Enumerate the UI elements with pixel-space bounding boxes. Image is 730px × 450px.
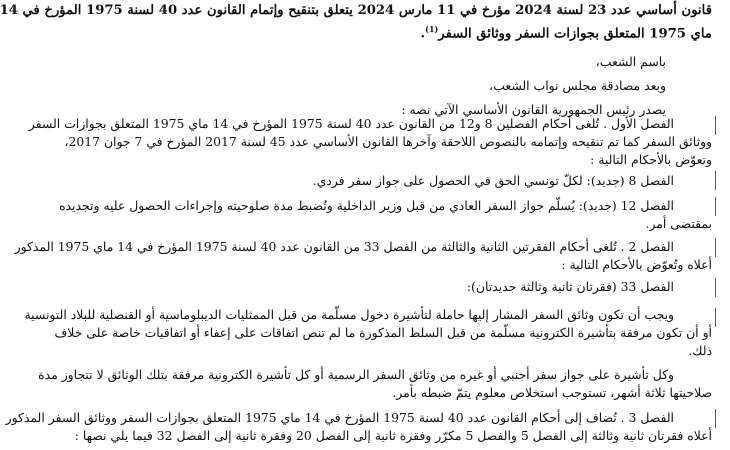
intro-line-2: وبعد مصادقة مجلس نواب الشعب، <box>489 78 666 93</box>
article-8-new: الفصل 8 (جديد): لكلّ تونسي الحق في الحصول على جواز سفر فردي. <box>312 173 674 188</box>
article-2-line-1: الفصل 2 . تُلغى أحكام الفقرتين الثانية والثالثة من الفصل 33 من القانون عدد 40 لسنة 1975 المؤرخ في 14 ماي 1975 المذكور <box>14 239 674 254</box>
article-1-line-1: الفصل الأول . تُلغى أحكام الفصلين 8 و12 من القانون عدد 40 لسنة 1975 المؤرخ في 14 ماي 1975 المتعلق بجوازات السفر <box>28 116 674 131</box>
paragraph-2-line-1: وكل تأشيرة على جواز سفر أجنبي أو غيره من وثائق السفر الرسمية أو كل تأشيرة الكترونية مرفقة بتلك الوثائق لا تتجاوز مدة <box>38 367 674 382</box>
paragraph-marker <box>711 171 716 190</box>
paragraph-marker <box>711 409 716 428</box>
paragraph-1-line-1: ويجب أن تكون وثائق السفر المشار إليها حاملة لتأشيرة دخول مسلّمة من قبل الممثليات الديبلوماسية أو القنصلية للبلاد التونسية <box>24 307 674 322</box>
article-2-line-2: أعلاه وتُعوّض بالأحكام التالية : <box>561 257 712 272</box>
article-1-line-2: ووثائق السفر كما تم تنقيحه وإتمامه بالنصوص اللاحقة وآخرها القانون الأساسي عدد 45 لسنة 2017 المؤرخ في 7 جوان 2017، <box>64 134 712 149</box>
footnote-marker: (1) <box>425 24 439 34</box>
law-title-line-1: قانون أساسي عدد 23 لسنة 2024 مؤرخ في 11 مارس 2024 يتعلق بتنقيح وإتمام القانون عدد 40 لسنة 1975 المؤرخ في 14 <box>0 3 712 18</box>
paragraph-2-line-2: صلاحيتها ثلاثة أشهر، تستوجب استخلاص معلوم يتمّ ضبطه بأمر. <box>392 385 712 400</box>
paragraph-1-line-3: ذلك. <box>688 343 712 358</box>
article-33-heading: الفصل 33 (فقرتان ثانية وثالثة جديدتان): <box>466 279 674 294</box>
paragraph-marker <box>711 278 716 297</box>
paragraph-1-line-2: أو أن تكون مرفقة بتأشيرة الكترونية مسلّمة من قبل السلط المذكورة ما لم تنص اتفاقات على إعفاء أو اتفاقيات خاصة على خلاف <box>54 325 712 340</box>
article-12-line-1: الفصل 12 (جديد): يُسلّم جواز السفر العادي من قبل وزير الداخلية وتُضبط مدة صلوحيته وإجراءات الحصول عليه وتجديده <box>59 198 674 213</box>
paragraph-marker <box>711 238 716 257</box>
article-1-line-3: وتعوّض بالأحكام التالية : <box>590 152 712 167</box>
article-12-line-2: بمقتضى أمر. <box>645 216 712 231</box>
article-3-line-1: الفصل 3 . تُضاف إلى أحكام القانون عدد 40 لسنة 1975 المؤرخ في 14 ماي 1975 المتعلق بجوازات السفر ووثائق السفر المذكور <box>5 410 674 425</box>
law-title-line-2: ماي 1975 المتعلق بجوازات السفر ووثائق السفر$^{(1)}$. <box>420 24 712 42</box>
article-3-line-2: أعلاه فقرتان ثانية وثالثة إلى الفصل 5 والفصل 5 مكرّر وفقرة ثانية إلى الفصل 20 وفقرة ثانية إلى الفصل 32 فيما يلي نصها : <box>74 428 712 443</box>
paragraph-marker <box>711 197 716 216</box>
law-title-text: ماي 1975 المتعلق بجوازات السفر ووثائق السفر <box>438 26 712 42</box>
intro-line-1: باسم الشعب، <box>595 54 666 69</box>
intro-line-3: يصدر رئيس الجمهورية القانون الأساسي الآتي نصه : <box>401 102 666 117</box>
